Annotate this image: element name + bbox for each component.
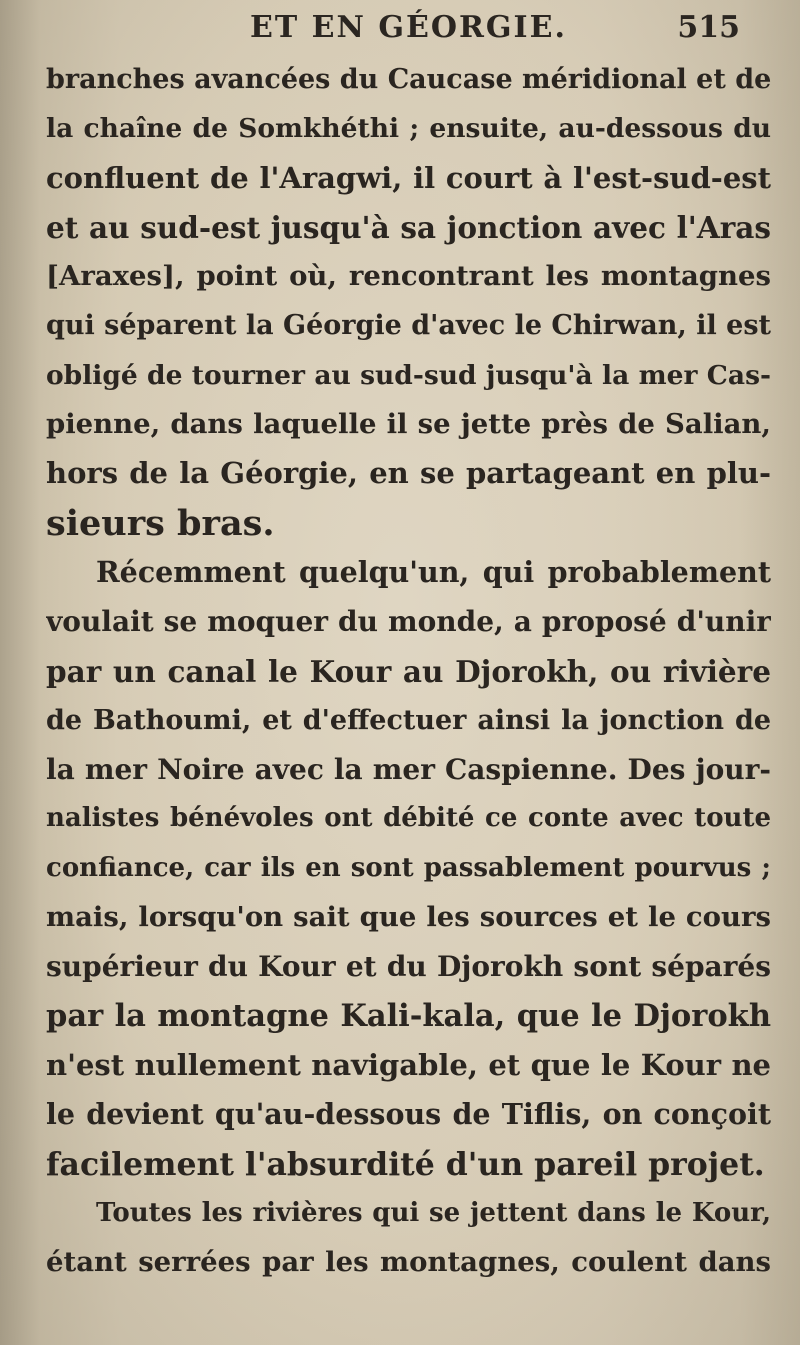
text-line: et au sud-est jusqu'à sa jonction avec l'Aras (46, 209, 771, 245)
text-line: nalistes bénévoles ont débité ce conte avec toute (46, 803, 771, 834)
text-line: Toutes les rivières qui se jettent dans le Kour, (96, 1197, 771, 1228)
text-line: supérieur du Kour et du Djorokh sont séparés (46, 950, 771, 984)
page-header (250, 10, 770, 60)
text-line: étant serrées par les montagnes, coulent dans (46, 1246, 771, 1279)
text-line: confluent de l'Aragwi, il court à l'est-sud-est (46, 160, 771, 195)
text-line: facilement l'absurdité d'un pareil projet. (46, 1145, 765, 1183)
text-line: obligé de tourner au sud-sud jusqu'à la mer Cas- (46, 359, 771, 391)
text-line: le devient qu'au-dessous de Tiflis, on conçoit (46, 1097, 771, 1132)
text-line: Récemment quelqu'un, qui probablement (96, 554, 771, 589)
text-line: la mer Noire avec la mer Caspienne. Des jour- (46, 753, 771, 787)
text-line: voulait se moquer du monde, a proposé d'unir (46, 605, 771, 639)
text-line: sieurs bras. (46, 502, 275, 544)
text-line: la chaîne de Somkhéthi ; ensuite, au-dessous du (46, 113, 771, 145)
text-line: [Araxes], point où, rencontrant les montagnes (46, 260, 771, 293)
text-line: branches avancées du Caucase méridional et de (46, 64, 771, 95)
text-line: confiance, car ils en sont passablement pourvus ; (46, 852, 771, 883)
text-line: par un canal le Kour au Djorokh, ou rivière (46, 653, 771, 689)
text-line: n'est nullement navigable, et que le Kour ne (46, 1047, 771, 1082)
text-line: qui séparent la Géorgie d'avec le Chirwan, il est (46, 310, 771, 342)
text-line: pienne, dans laquelle il se jette près de Salian, (46, 408, 771, 441)
text-line: hors de la Géorgie, en se partageant en plu- (46, 456, 771, 491)
page-number: 515 (677, 10, 740, 45)
running-title: ET EN GÉORGIE. (250, 10, 567, 45)
body-text (46, 55, 771, 1287)
text-line: par la montagne Kali-kala, que le Djorokh (46, 997, 771, 1034)
text-line: mais, lorsqu'on sait que les sources et le cours (46, 901, 771, 934)
text-line: de Bathoumi, et d'effectuer ainsi la jonction de (46, 704, 771, 736)
